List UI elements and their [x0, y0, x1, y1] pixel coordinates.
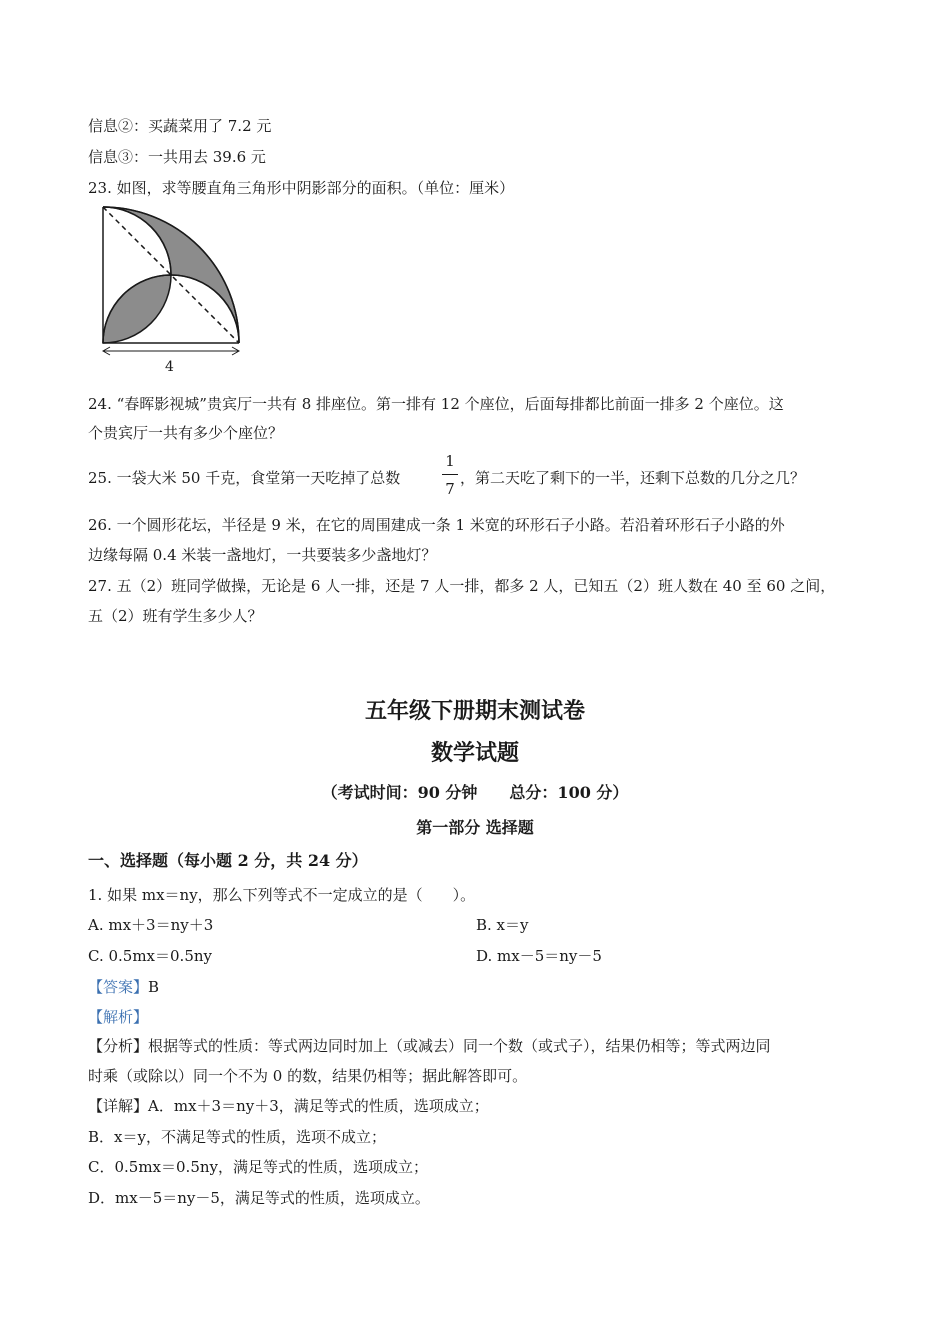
- shaded-lower-region: [103, 275, 171, 343]
- part-title: 第一部分 选择题: [416, 818, 534, 837]
- option-d: D. mx－5＝ny－5: [476, 947, 602, 965]
- question-27-line-2: 五（2）班有学生多少人？: [88, 607, 263, 625]
- detail-line-a: [88, 1096, 489, 1116]
- question-24-line-1: 24. “春晖影视城”贵宾厅一共有 8 排座位。第一排有 12 个座位，后面每排都比前面一排多 2 个座位。这: [88, 395, 784, 413]
- detail-line-b: B．x＝y，不满足等式的性质，选项不成立；: [88, 1128, 386, 1146]
- fraction-numerator: 1: [445, 452, 455, 470]
- fenxi-line-1: [88, 1036, 771, 1056]
- fenxi-tag: 【分析】: [88, 1037, 149, 1055]
- info-2: 信息②：买蔬菜用了 7.2 元: [88, 117, 272, 135]
- info-3: 信息③：一共用去 39.6 元: [88, 148, 266, 166]
- detail-line-d: D．mx－5＝ny－5，满足等式的性质，选项成立。: [88, 1189, 430, 1207]
- question-26-line-2: 边缘每隔 0.4 米装一盏地灯，一共要装多少盏地灯？: [88, 546, 437, 564]
- question-23-figure: [95, 204, 245, 376]
- option-b: B. x＝y: [476, 916, 529, 934]
- question-27-line-1: 27. 五（2）班同学做操，无论是 6 人一排，还是 7 人一排，都多 2 人，已知五（2）班人数在 40 至 60 之间，: [88, 577, 836, 595]
- option-c: C. 0.5mx＝0.5ny: [88, 947, 213, 965]
- detail-line-c: C．0.5mx＝0.5ny，满足等式的性质，选项成立；: [88, 1158, 429, 1176]
- question-25-tail: ，第二天吃了剩下的一半，还剩下总数的几分之几？: [460, 469, 806, 487]
- option-a: A. mx＋3＝ny＋3: [88, 916, 214, 934]
- answer-tag: 【答案】: [88, 978, 149, 996]
- fenxi-line-2: 时乘（或除以）同一个不为 0 的数，结果仍相等；据此解答即可。: [88, 1067, 528, 1085]
- exam-title: 五年级下册期末测试卷: [364, 698, 585, 724]
- question-25-stem: 25. 一袋大米 50 千克，食堂第一天吃掉了总数: [88, 469, 401, 487]
- answer-value: B: [148, 978, 160, 996]
- fraction-denominator: 7: [445, 480, 455, 498]
- question-23: 23. 如图，求等腰直角三角形中阴影部分的面积。（单位：厘米）: [88, 179, 515, 197]
- analysis-tag: 【解析】: [88, 1008, 149, 1026]
- answer-row: [88, 977, 159, 997]
- question-26-line-1: 26. 一个圆形花坛，半径是 9 米，在它的周围建成一条 1 米宽的环形石子小路。若沿着环形石子小路的外: [88, 516, 785, 534]
- exam-subject: 数学试题: [430, 740, 519, 766]
- detail-text-a: A．mx＋3＝ny＋3，满足等式的性质，选项成立；: [148, 1097, 489, 1115]
- question-24-line-2: 个贵宾厅一共有多少个座位？: [88, 424, 284, 442]
- section-title: 一、选择题（每小题 2 分，共 24 分）: [88, 851, 368, 870]
- fraction-bar: [442, 474, 458, 475]
- detail-tag: 【详解】: [88, 1097, 149, 1115]
- fenxi-text-1: 根据等式的性质：等式两边同时加上（或减去）同一个数（或式子），结果仍相等；等式两边同: [148, 1037, 771, 1055]
- question-1-stem: 1. 如果 mx＝ny，那么下列等式不一定成立的是（ ）。: [88, 886, 476, 904]
- exam-info: （考试时间：90 分钟 总分：100 分）: [321, 783, 629, 802]
- dimension-label: 4: [165, 359, 174, 375]
